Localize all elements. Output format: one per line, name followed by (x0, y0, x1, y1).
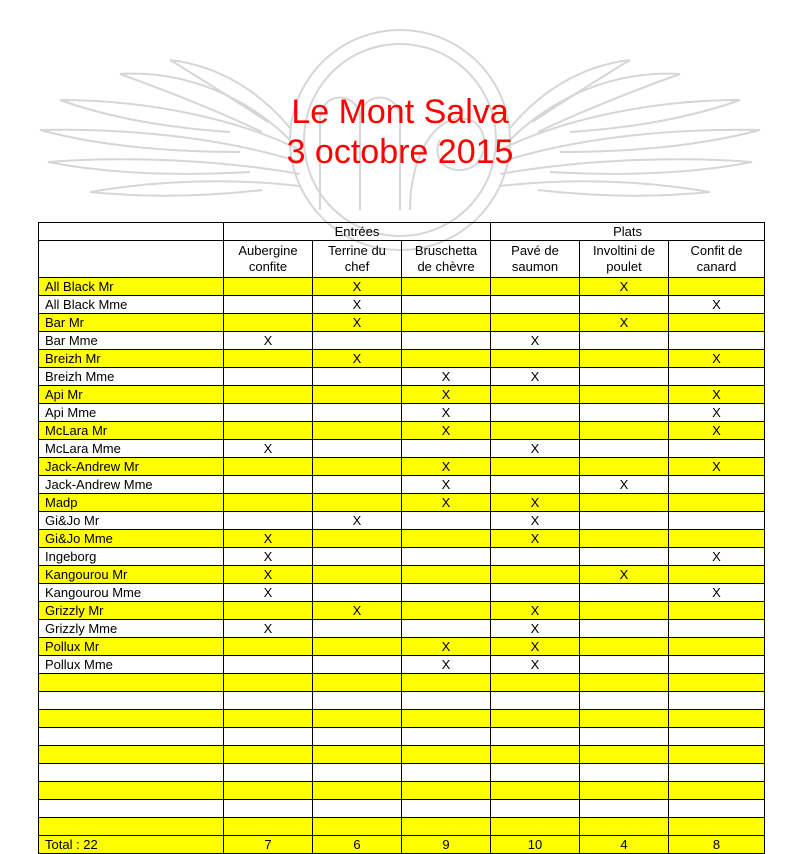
dish-choice-cell: X (491, 638, 580, 656)
table-row (39, 728, 765, 746)
dish-choice-cell (224, 782, 313, 800)
dish-choice-cell: X (491, 512, 580, 530)
dish-choice-cell: X (669, 350, 765, 368)
dish-choice-cell (580, 422, 669, 440)
guest-name (39, 728, 224, 746)
guest-name: Ingeborg (39, 548, 224, 566)
dish-choice-cell (669, 782, 765, 800)
guest-name (39, 710, 224, 728)
column-header-row (39, 241, 765, 278)
dish-choice-cell (491, 314, 580, 332)
dish-choice-cell: X (491, 620, 580, 638)
dish-choice-cell (402, 800, 491, 818)
dish-choice-cell (580, 800, 669, 818)
table-row (39, 602, 765, 620)
dish-choice-cell (402, 818, 491, 836)
dish-choice-cell (491, 800, 580, 818)
dish-choice-cell: X (491, 368, 580, 386)
dish-choice-cell (580, 494, 669, 512)
dish-choice-cell: X (224, 584, 313, 602)
dish-choice-cell (402, 728, 491, 746)
group-header-empty (39, 223, 224, 241)
dish-choice-cell (491, 422, 580, 440)
dish-choice-cell (224, 656, 313, 674)
dish-choice-cell: X (224, 566, 313, 584)
dish-choice-cell: X (491, 530, 580, 548)
dish-choice-cell (402, 512, 491, 530)
dish-choice-cell (224, 296, 313, 314)
dish-choice-cell (580, 512, 669, 530)
column-header-line: Terrine du (328, 243, 386, 258)
table-row (39, 476, 765, 494)
dish-choice-cell (669, 818, 765, 836)
dish-choice-cell (580, 764, 669, 782)
dish-choice-cell (313, 332, 402, 350)
table-row (39, 710, 765, 728)
guest-name: Kangourou Mme (39, 584, 224, 602)
total-value: 10 (491, 836, 580, 854)
guest-name: Pollux Mr (39, 638, 224, 656)
dish-choice-cell (491, 818, 580, 836)
dish-choice-cell (580, 692, 669, 710)
guest-name: McLara Mr (39, 422, 224, 440)
dish-choice-cell (491, 350, 580, 368)
order-table (38, 222, 765, 854)
dish-choice-cell (580, 710, 669, 728)
table-row (39, 494, 765, 512)
dish-choice-cell: X (491, 440, 580, 458)
guest-name: Gi&Jo Mr (39, 512, 224, 530)
dish-choice-cell: X (669, 548, 765, 566)
dish-choice-cell: X (402, 368, 491, 386)
dish-choice-cell: X (491, 494, 580, 512)
dish-choice-cell (224, 674, 313, 692)
table-row (39, 656, 765, 674)
dish-choice-cell: X (669, 584, 765, 602)
dish-choice-cell: X (313, 512, 402, 530)
order-rows (39, 278, 765, 836)
column-header-line: saumon (511, 259, 559, 274)
dish-choice-cell: X (669, 386, 765, 404)
dish-choice-cell: X (402, 494, 491, 512)
dish-choice-cell (402, 782, 491, 800)
guest-name: Api Mr (39, 386, 224, 404)
guest-name (39, 818, 224, 836)
title-venue: Le Mont Salva (291, 93, 509, 131)
guest-name: Bar Mr (39, 314, 224, 332)
dish-choice-cell (313, 422, 402, 440)
dish-choice-cell (224, 800, 313, 818)
dish-choice-cell (224, 368, 313, 386)
dish-choice-cell (313, 800, 402, 818)
dish-choice-cell: X (402, 476, 491, 494)
dish-choice-cell (402, 674, 491, 692)
dish-choice-cell (580, 458, 669, 476)
dish-choice-cell (313, 746, 402, 764)
dish-choice-cell (402, 746, 491, 764)
title-date: 3 octobre 2015 (286, 133, 514, 171)
table-row (39, 818, 765, 836)
table-row (39, 674, 765, 692)
table-row (39, 692, 765, 710)
dish-choice-cell: X (313, 278, 402, 296)
column-header-line: de chèvre (417, 259, 475, 274)
guest-name: Bar Mme (39, 332, 224, 350)
dish-choice-cell (669, 476, 765, 494)
dish-choice-cell: X (669, 404, 765, 422)
dish-choice-cell (491, 764, 580, 782)
dish-choice-cell (580, 368, 669, 386)
guest-name (39, 746, 224, 764)
dish-choice-cell (224, 818, 313, 836)
guest-name: All Black Mme (39, 296, 224, 314)
dish-choice-cell (224, 494, 313, 512)
table-row (39, 332, 765, 350)
dish-choice-cell (669, 674, 765, 692)
dish-choice-cell (313, 548, 402, 566)
column-header-3 (491, 241, 580, 278)
table-row (39, 296, 765, 314)
table-row (39, 746, 765, 764)
dish-choice-cell (669, 494, 765, 512)
dish-choice-cell (580, 332, 669, 350)
dish-choice-cell (224, 386, 313, 404)
dish-choice-cell (224, 458, 313, 476)
dish-choice-cell (402, 710, 491, 728)
dish-choice-cell (491, 386, 580, 404)
table-row (39, 350, 765, 368)
column-header-line: Aubergine (238, 243, 298, 258)
table-row (39, 566, 765, 584)
dish-choice-cell (313, 710, 402, 728)
dish-choice-cell (669, 530, 765, 548)
table-row (39, 512, 765, 530)
dish-choice-cell (580, 674, 669, 692)
dish-choice-cell: X (313, 296, 402, 314)
dish-choice-cell (491, 584, 580, 602)
column-header-line: Pavé de (511, 243, 559, 258)
column-header-empty (39, 241, 224, 278)
column-header-line: Bruschetta (414, 243, 478, 258)
dish-choice-cell (224, 278, 313, 296)
dish-choice-cell: X (402, 458, 491, 476)
dish-choice-cell (224, 692, 313, 710)
dish-choice-cell (402, 296, 491, 314)
dish-choice-cell (491, 296, 580, 314)
dish-choice-cell (580, 296, 669, 314)
dish-choice-cell (402, 314, 491, 332)
dish-choice-cell (313, 728, 402, 746)
dish-choice-cell (580, 350, 669, 368)
dish-choice-cell (402, 566, 491, 584)
table-row (39, 422, 765, 440)
dish-choice-cell (669, 602, 765, 620)
guest-name: Madp (39, 494, 224, 512)
dish-choice-cell (402, 692, 491, 710)
guest-name: Breizh Mr (39, 350, 224, 368)
dish-choice-cell (313, 620, 402, 638)
dish-choice-cell (669, 314, 765, 332)
dish-choice-cell (313, 656, 402, 674)
dish-choice-cell: X (580, 278, 669, 296)
dish-choice-cell (402, 278, 491, 296)
document-title (0, 92, 800, 172)
dish-choice-cell (402, 602, 491, 620)
dish-choice-cell (491, 548, 580, 566)
guest-name: Grizzly Mr (39, 602, 224, 620)
dish-choice-cell (669, 638, 765, 656)
guest-name (39, 800, 224, 818)
table-row (39, 314, 765, 332)
table-row (39, 386, 765, 404)
dish-choice-cell (224, 728, 313, 746)
dish-choice-cell (313, 494, 402, 512)
table-row (39, 584, 765, 602)
table-row (39, 458, 765, 476)
dish-choice-cell (669, 800, 765, 818)
dish-choice-cell (224, 512, 313, 530)
dish-choice-cell (669, 728, 765, 746)
dish-choice-cell (313, 476, 402, 494)
dish-choice-cell (402, 620, 491, 638)
total-value: 4 (580, 836, 669, 854)
guest-name (39, 674, 224, 692)
dish-choice-cell: X (224, 530, 313, 548)
dish-choice-cell (669, 656, 765, 674)
dish-choice-cell (224, 476, 313, 494)
guest-name: Api Mme (39, 404, 224, 422)
dish-choice-cell: X (402, 404, 491, 422)
column-header-line: confite (248, 259, 288, 274)
dish-choice-cell: X (402, 638, 491, 656)
column-header-line: canard (696, 259, 737, 274)
total-value: 7 (224, 836, 313, 854)
dish-choice-cell (580, 728, 669, 746)
dish-choice-cell (580, 746, 669, 764)
dish-choice-cell (402, 548, 491, 566)
column-header-1 (313, 241, 402, 278)
dish-choice-cell (491, 278, 580, 296)
dish-choice-cell (313, 440, 402, 458)
table-row (39, 620, 765, 638)
group-header-entrees: Entrées (224, 223, 491, 241)
table-row (39, 440, 765, 458)
dish-choice-cell: X (402, 422, 491, 440)
dish-choice-cell (580, 530, 669, 548)
dish-choice-cell (224, 314, 313, 332)
dish-choice-cell (491, 728, 580, 746)
dish-choice-cell (669, 710, 765, 728)
dish-choice-cell: X (313, 602, 402, 620)
dish-choice-cell (669, 692, 765, 710)
column-header-2 (402, 241, 491, 278)
guest-name: All Black Mr (39, 278, 224, 296)
table-row (39, 764, 765, 782)
dish-choice-cell: X (669, 422, 765, 440)
column-header-4 (580, 241, 669, 278)
guest-name: Grizzly Mme (39, 620, 224, 638)
dish-choice-cell: X (491, 656, 580, 674)
dish-choice-cell (313, 764, 402, 782)
group-header-plats: Plats (491, 223, 765, 241)
guest-name (39, 782, 224, 800)
total-row (39, 836, 765, 854)
dish-choice-cell (580, 440, 669, 458)
dish-choice-cell (313, 584, 402, 602)
dish-choice-cell (580, 548, 669, 566)
dish-choice-cell (402, 530, 491, 548)
total-value: 8 (669, 836, 765, 854)
table-row (39, 368, 765, 386)
dish-choice-cell (224, 746, 313, 764)
dish-choice-cell: X (224, 620, 313, 638)
dish-choice-cell (224, 638, 313, 656)
dish-choice-cell (669, 746, 765, 764)
dish-choice-cell: X (224, 332, 313, 350)
dish-choice-cell (669, 278, 765, 296)
dish-choice-cell (402, 584, 491, 602)
dish-choice-cell (580, 656, 669, 674)
column-header-line: poulet (606, 259, 642, 274)
dish-choice-cell (669, 332, 765, 350)
dish-choice-cell (491, 692, 580, 710)
dish-choice-cell: X (580, 566, 669, 584)
dish-choice-cell: X (491, 602, 580, 620)
table-row (39, 800, 765, 818)
group-header-row (39, 223, 765, 241)
dish-choice-cell (580, 602, 669, 620)
column-header-line: chef (344, 259, 370, 274)
guest-name (39, 692, 224, 710)
dish-choice-cell: X (402, 386, 491, 404)
column-header-0 (224, 241, 313, 278)
dish-choice-cell (669, 566, 765, 584)
dish-choice-cell (669, 620, 765, 638)
dish-choice-cell (224, 422, 313, 440)
dish-choice-cell (313, 782, 402, 800)
dish-choice-cell (402, 440, 491, 458)
table-row (39, 404, 765, 422)
dish-choice-cell (224, 350, 313, 368)
dish-choice-cell (580, 818, 669, 836)
dish-choice-cell (580, 386, 669, 404)
dish-choice-cell (491, 458, 580, 476)
dish-choice-cell: X (224, 548, 313, 566)
dish-choice-cell (313, 638, 402, 656)
dish-choice-cell (580, 638, 669, 656)
dish-choice-cell (491, 404, 580, 422)
total-value: 9 (402, 836, 491, 854)
guest-name: Jack-Andrew Mr (39, 458, 224, 476)
dish-choice-cell: X (402, 656, 491, 674)
dish-choice-cell (491, 566, 580, 584)
dish-choice-cell (491, 782, 580, 800)
dish-choice-cell: X (580, 314, 669, 332)
dish-choice-cell: X (313, 350, 402, 368)
table-row (39, 530, 765, 548)
dish-choice-cell (402, 764, 491, 782)
guest-name: Jack-Andrew Mme (39, 476, 224, 494)
dish-choice-cell: X (224, 440, 313, 458)
guest-name: McLara Mme (39, 440, 224, 458)
dish-choice-cell (313, 674, 402, 692)
guest-name: Gi&Jo Mme (39, 530, 224, 548)
dish-choice-cell (224, 404, 313, 422)
dish-choice-cell (491, 746, 580, 764)
dish-choice-cell (669, 368, 765, 386)
dish-choice-cell: X (491, 332, 580, 350)
dish-choice-cell: X (669, 296, 765, 314)
dish-choice-cell (669, 440, 765, 458)
dish-choice-cell (669, 512, 765, 530)
column-header-line: Confit de (690, 243, 743, 258)
dish-choice-cell (313, 566, 402, 584)
guest-name: Pollux Mme (39, 656, 224, 674)
dish-choice-cell (224, 602, 313, 620)
table-row (39, 782, 765, 800)
guest-name: Kangourou Mr (39, 566, 224, 584)
dish-choice-cell (313, 818, 402, 836)
total-label: Total : 22 (39, 836, 224, 854)
column-header-5 (669, 241, 765, 278)
dish-choice-cell (669, 764, 765, 782)
table-row (39, 278, 765, 296)
dish-choice-cell (313, 404, 402, 422)
table-row (39, 638, 765, 656)
table-row (39, 548, 765, 566)
dish-choice-cell: X (313, 314, 402, 332)
dish-choice-cell (224, 764, 313, 782)
dish-choice-cell (224, 710, 313, 728)
dish-choice-cell: X (580, 476, 669, 494)
dish-choice-cell (491, 476, 580, 494)
guest-name: Breizh Mme (39, 368, 224, 386)
dish-choice-cell (402, 332, 491, 350)
guest-name (39, 764, 224, 782)
dish-choice-cell: X (669, 458, 765, 476)
dish-choice-cell (313, 458, 402, 476)
dish-choice-cell (580, 620, 669, 638)
total-value: 6 (313, 836, 402, 854)
dish-choice-cell (580, 584, 669, 602)
dish-choice-cell (313, 692, 402, 710)
column-header-line: Involtini de (592, 243, 656, 258)
dish-choice-cell (491, 674, 580, 692)
dish-choice-cell (313, 368, 402, 386)
dish-choice-cell (313, 386, 402, 404)
dish-choice-cell (313, 530, 402, 548)
dish-choice-cell (402, 350, 491, 368)
dish-choice-cell (580, 782, 669, 800)
dish-choice-cell (491, 710, 580, 728)
dish-choice-cell (580, 404, 669, 422)
